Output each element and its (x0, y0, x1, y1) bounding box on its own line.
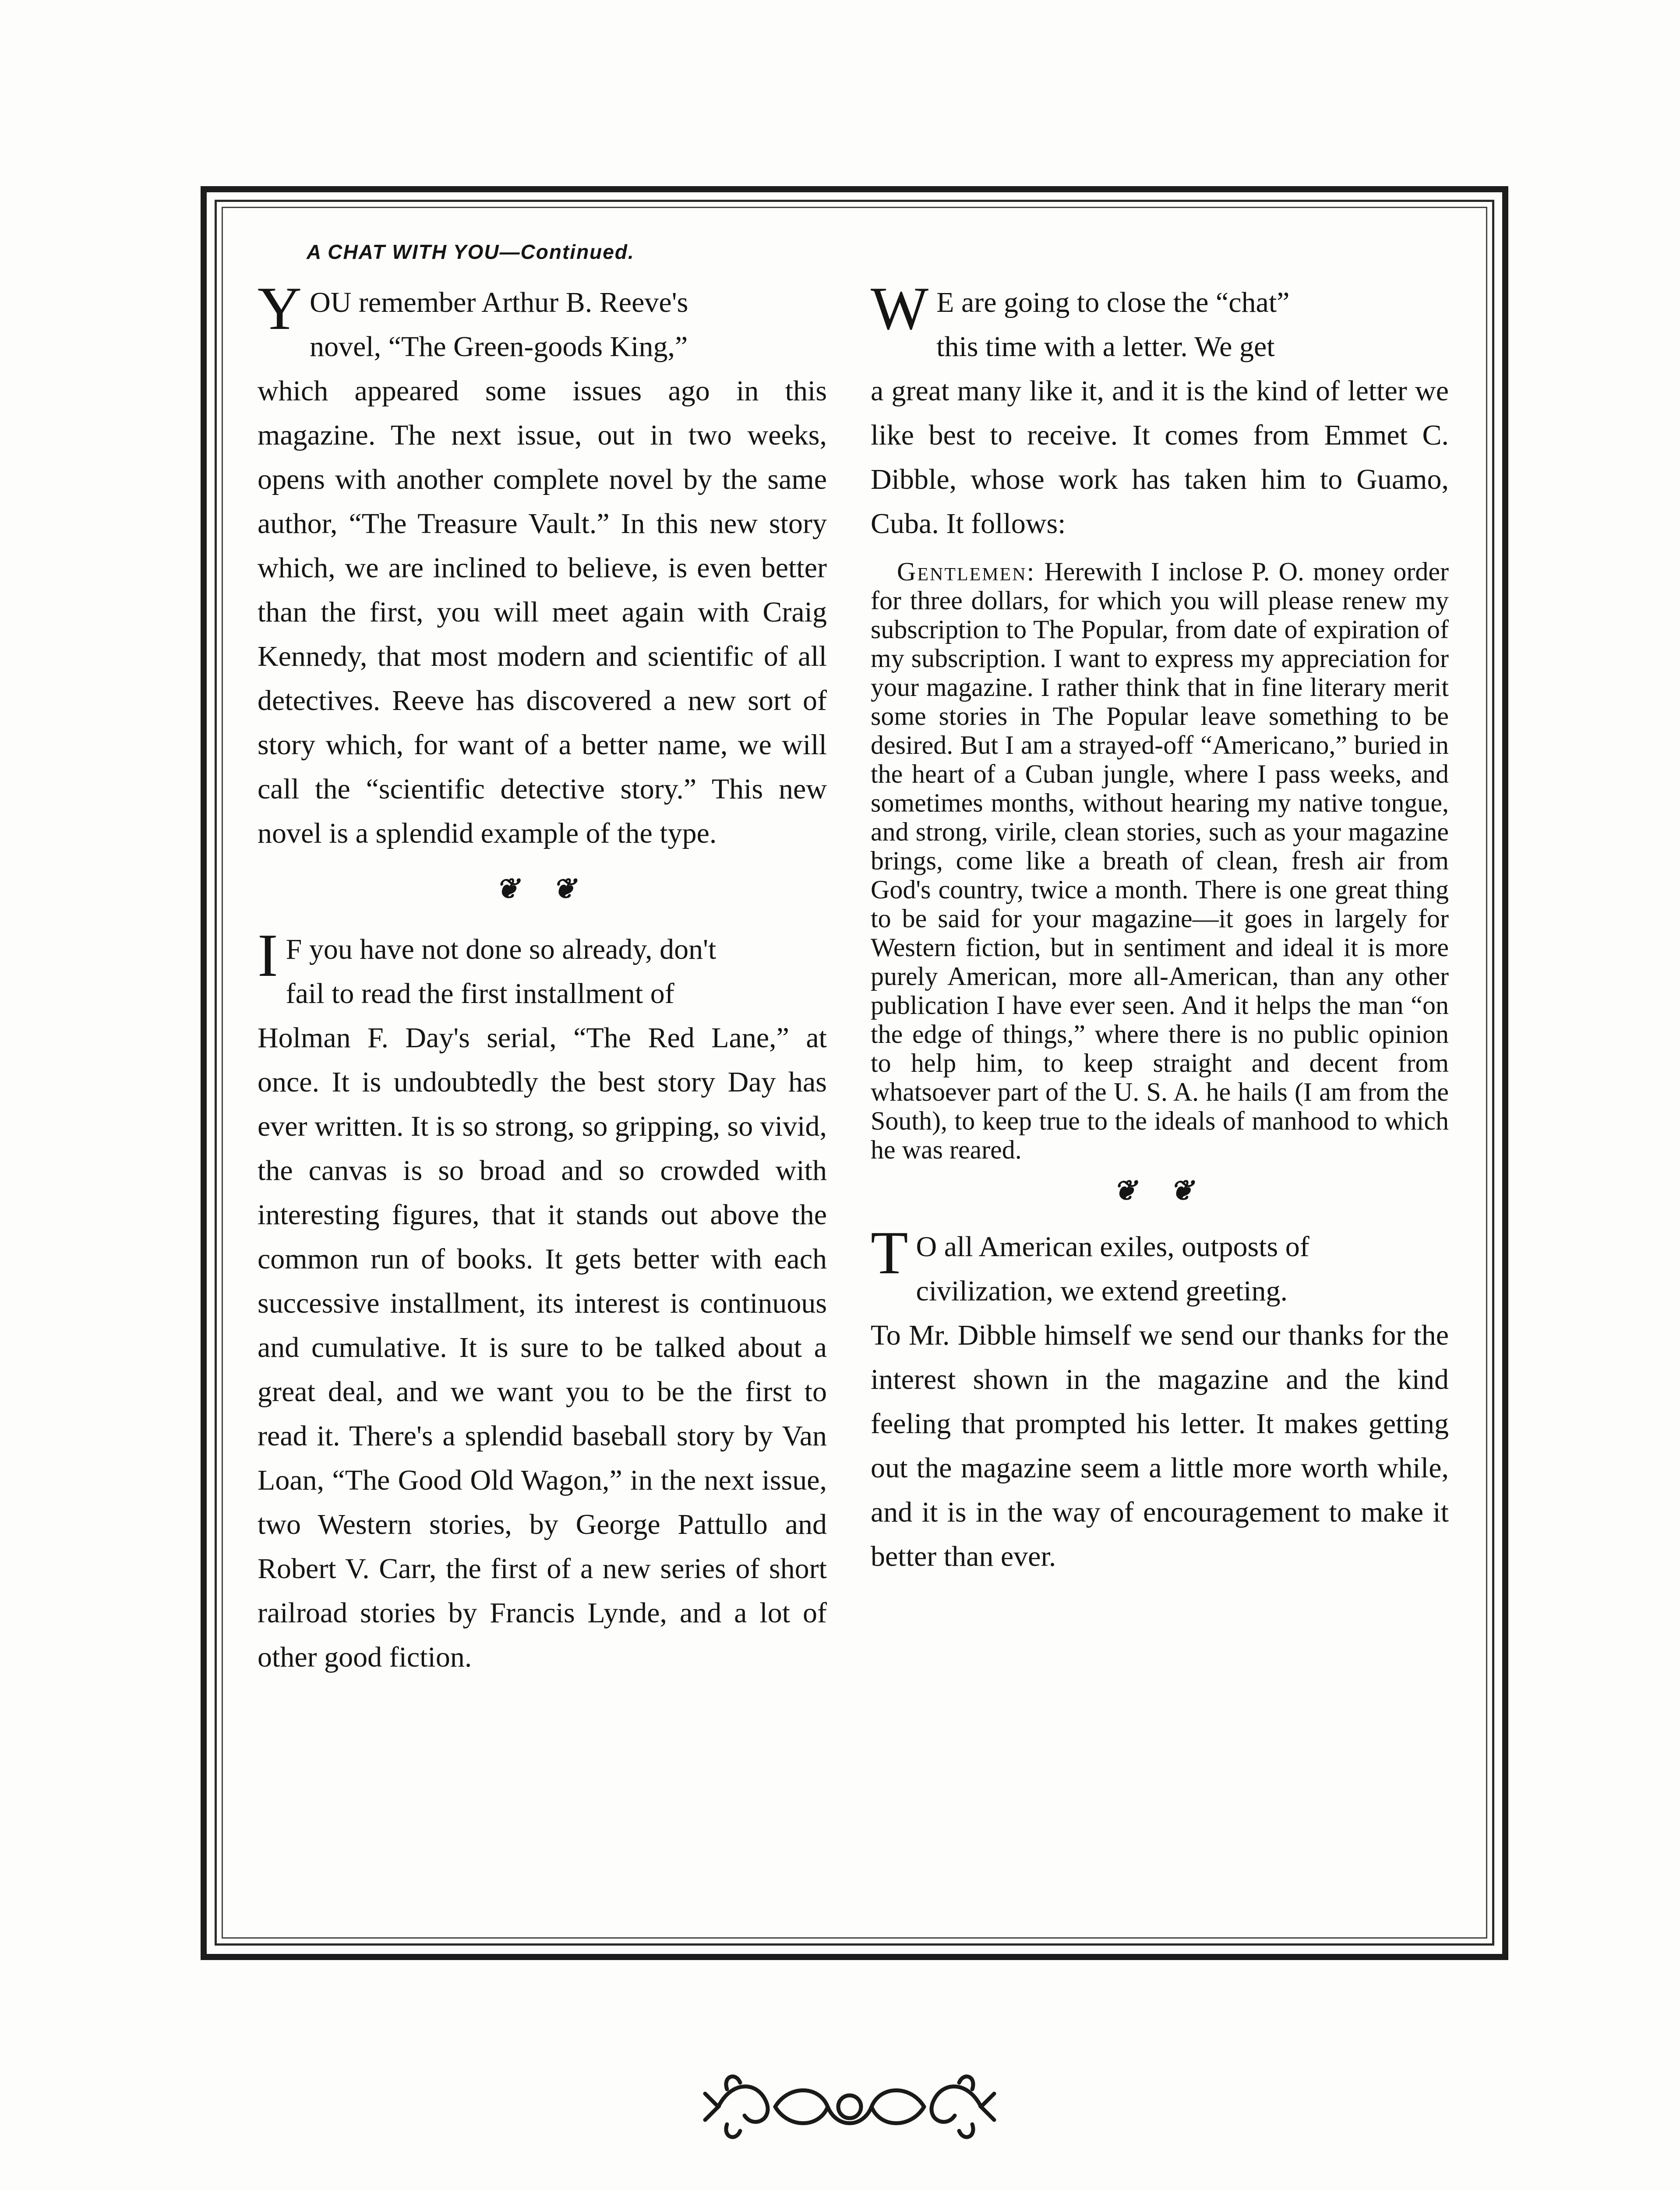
section-separator: ❦ ❦ (1113, 1175, 1207, 1206)
letter-body: Herewith I inclose P. O. money order for three dollars, for which you will please renew my subscription to The Popular, from date of expiration of my subscription. I want to express my appreciation for your magazine. I rather think that in fine literary merit some stories in The Popular leave something to be desired. But I am a strayed-off “Americano,” buried in the heart of a Cuban jungle, where I pass weeks, and sometimes months, without hearing my native tongue, and strong, virile, clean stories, such as your magazine brings, come like a breath of clean, fresh air from God's country, twice a month. There is one great thing to be said for your magazine—it goes in largely for Western fiction, but in sentiment and ideal it is more purely American, more all-American, than any other publication I have ever seen. And it helps the man “on the edge of things,” where there is no public opinion to help him, to keep straight and decent from whatsoever part of the U. S. A. he hails (I am from the South), to keep true to the ideals of manhood to which he was reared. (871, 557, 1449, 1164)
running-head: A CHAT WITH YOU—Continued. (307, 240, 635, 263)
paragraph-body: a great many like it, and it is the kind of letter we like best to receive. It comes from Emmet C. Dibble, whose work has taken him to Guamo, Cuba. It follows: (871, 375, 1449, 540)
paragraph-body: which appeared some issues ago in this magazine. The next issue, out in two weeks, opens with another complete novel by the same author, “The Treasure Vault.” In this new story which, we are inclined to believe, is even better than the first, you will meet again with Craig Kennedy, that most modern and scientific of all detectives. Reeve has discovered a new sort of story which, for want of a better name, we will call the “scientific detective story.” This new novel is a splendid example of the type. (258, 375, 827, 849)
section-separator: ❦ ❦ (495, 873, 589, 904)
paragraph-letter-intro (871, 275, 1449, 546)
letter-salutation: Gentlemen: (897, 557, 1036, 586)
paragraph-second-line: novel, “The Green-goods King,” (310, 331, 688, 363)
drop-cap: T (871, 1219, 908, 1287)
right-column (871, 275, 1449, 1579)
left-column (258, 275, 827, 1679)
paragraph-second-line: civilization, we extend greeting. (916, 1275, 1288, 1307)
reader-letter (871, 557, 1449, 1164)
paragraph-first-line: OU remember Arthur B. Reeve's (310, 286, 688, 318)
paragraph-second-line: this time with a letter. We get (936, 331, 1275, 363)
drop-cap: Y (258, 275, 302, 343)
paragraph-body: Holman F. Day's serial, “The Red Lane,” at once. It is undoubtedly the best story Day has ever written. It is so strong, so gripping, so vivid, the canvas is so broad and so crowded with interesting figures, that it stands out above the common run of books. It gets better with each successive installment, its interest is continuous and cumulative. It is sure to be talked about a great deal, and we want you to be the first to read it. There's a splendid baseball story by Van Loan, “The Good Old Wagon,” in the next issue, two Western stories, by George Pattullo and Robert V. Carr, the first of a new series of short railroad stories by Francis Lynde, and a lot of other good fiction. (258, 1022, 827, 1673)
decorative-ornament-icon (692, 2063, 1007, 2151)
drop-cap: I (258, 922, 278, 989)
paragraph-day-serial (258, 922, 827, 1679)
paragraph-second-line: fail to read the first installment of (286, 978, 674, 1010)
paragraph-first-line: O all American exiles, outposts of (916, 1231, 1309, 1263)
drop-cap: W (871, 275, 929, 343)
paragraph-first-line: E are going to close the “chat” (936, 286, 1290, 318)
paragraph-body: To Mr. Dibble himself we send our thanks for the interest shown in the magazine and the kind feeling that prompted his letter. It makes getting out the magazine seem a little more worth while, and it is in the way of encouragement to make it better than ever. (871, 1319, 1449, 1572)
paragraph-closing (871, 1219, 1449, 1579)
paragraph-first-line: F you have not done so already, don't (286, 933, 716, 965)
paragraph-reeve (258, 275, 827, 855)
